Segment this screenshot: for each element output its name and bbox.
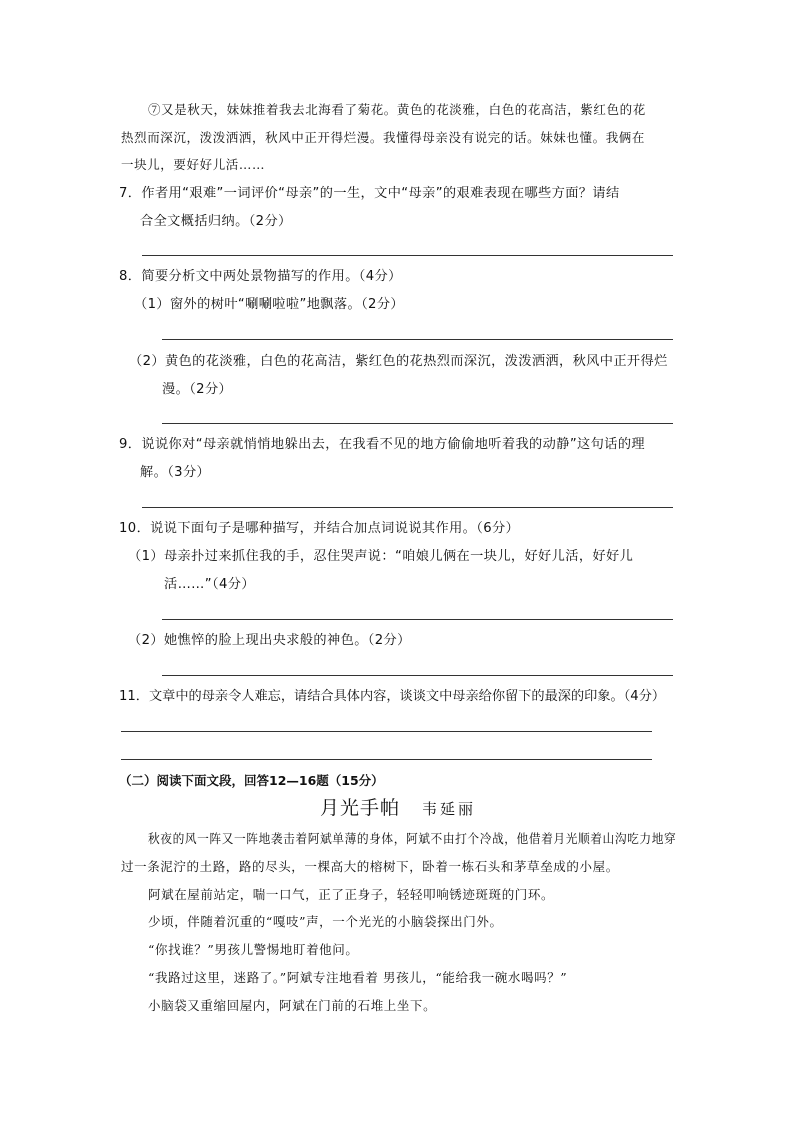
answer-line-q8-2 — [162, 423, 673, 424]
answer-line-q8-1 — [162, 339, 673, 340]
answer-line-q11-2 — [121, 759, 652, 760]
question-7-line-2: 合全文概括归纳。（2分） — [140, 214, 292, 229]
article-line-2: 过一条泥泞的土路，路的尽头，一棵高大的榕树下，卧着一栋石头和茅草垒成的小屋。 — [121, 859, 619, 874]
passage-line-2: 热烈而深沉，泼泼洒洒，秋风中正开得烂漫。我懂得母亲没有说完的话。妹妹也懂。我俩在 — [121, 130, 646, 145]
question-10-sub-1-line-1: （1）母亲扑过来抓住我的手，忍住哭声说：“咱娘儿俩在一块儿，好好儿活，好好儿 — [128, 549, 634, 564]
article-line-3: 阿斌在屋前站定，喘一口气，正了正身子，轻轻叩响锈迹斑斑的门环。 — [148, 887, 555, 902]
answer-line-q10-1 — [162, 619, 673, 620]
question-8-sub-2-line-1: （2）黄色的花淡雅，白色的花高洁，紫红色的花热烈而深沉，泼泼洒洒，秋风中正开得烂 — [129, 354, 668, 369]
question-8-sub-2-line-2: 漫。（2分） — [162, 382, 233, 397]
passage-line-1: ⑦又是秋天，妹妹推着我去北海看了菊花。黄色的花淡雅，白色的花高洁，紫红色的花 — [148, 102, 646, 117]
question-7-line-1: 7．作者用“艰难”一词评价“母亲”的一生，文中“母亲”的艰难表现在哪些方面？请结 — [119, 186, 620, 201]
article-line-4: 少顷，伴随着沉重的“嘎吱”声，一个光光的小脑袋探出门外。 — [148, 914, 503, 929]
answer-line-q7 — [142, 255, 673, 256]
article-line-1: 秋夜的风一阵又一阵地袭击着阿斌单薄的身体，阿斌不由打个冷战，他借着月光顺着山沟吃力地穿 — [148, 831, 677, 846]
article-line-6: “我路过这里，迷路了。”阿斌专注地看着 男孩儿，“能给我一碗水喝吗？” — [148, 970, 568, 985]
answer-line-q11-1 — [121, 731, 652, 732]
article-line-5: “你找谁？”男孩儿警惕地盯着他问。 — [148, 942, 359, 957]
question-9-line-2: 解。（3分） — [140, 465, 211, 480]
question-8-sub-1: （1）窗外的树叶“唰唰啦啦”地飘落。（2分） — [134, 297, 405, 312]
answer-line-q10-2 — [162, 675, 673, 676]
question-8-line-1: 8．简要分析文中两处景物描写的作用。（4分） — [119, 269, 402, 284]
article-title: 月光手帕 — [320, 797, 401, 819]
article-author: 韦延丽 — [422, 800, 477, 818]
question-11-line-1: 11．文章中的母亲令人难忘，请结合具体内容，谈谈文中母亲给你留下的最深的印象。（4分） — [119, 689, 666, 704]
article-line-7: 小脑袋又重缩回屋内，阿斌在门前的石堆上坐下。 — [148, 998, 437, 1013]
passage-line-3: 一块儿，要好好儿活…… — [121, 157, 266, 172]
question-10-sub-2: （2）她憔悴的脸上现出央求般的神色。（2分） — [128, 633, 411, 648]
question-9-line-1: 9．说说你对“母亲就悄悄地躲出去，在我看不见的地方偷偷地听着我的动静”这句话的理 — [119, 437, 645, 452]
section-2-header: （二）阅读下面文段，回答12—16题（15分） — [119, 773, 384, 788]
answer-line-q9 — [142, 507, 673, 508]
question-10-sub-1-line-2: 活……”（4分） — [164, 577, 255, 592]
question-10-line-1: 10．说说下面句子是哪种描写，并结合加点词说说其作用。（6分） — [119, 521, 520, 536]
